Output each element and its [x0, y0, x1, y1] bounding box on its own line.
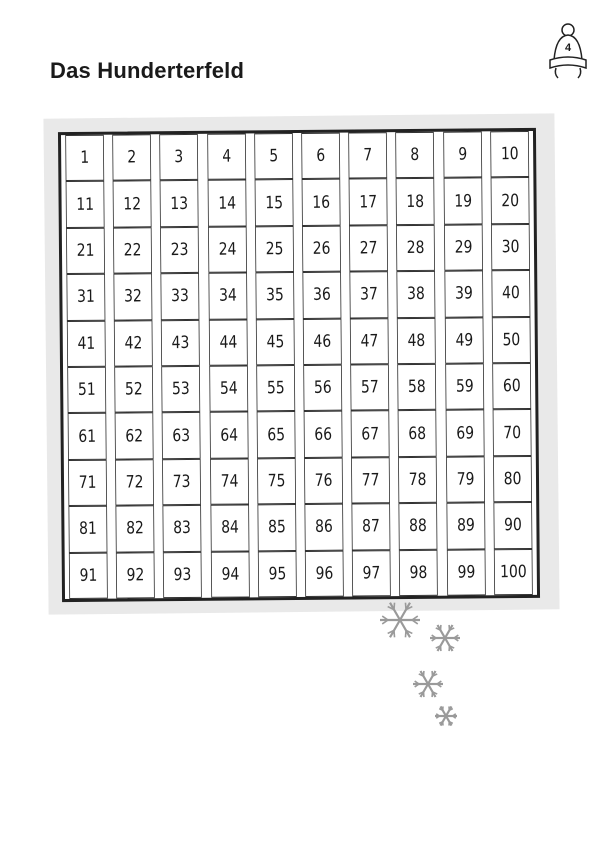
grid-cell: 35 [255, 272, 294, 319]
grid-cell: 64 [209, 412, 248, 459]
grid-cell: 1 [65, 135, 104, 182]
grid-cell: 74 [210, 458, 249, 505]
grid-cell: 41 [67, 320, 106, 367]
grid-cell: 66 [304, 411, 343, 458]
grid-cell: 81 [68, 506, 107, 553]
grid-cell: 63 [162, 412, 201, 459]
grid-cell: 83 [163, 505, 202, 552]
grid-cell: 55 [256, 365, 295, 412]
grid-cell: 51 [67, 367, 106, 414]
page-title: Das Hunderterfeld [50, 58, 245, 83]
grid-cell: 28 [396, 225, 435, 272]
grid-cell: 38 [397, 271, 436, 318]
grid-cell: 56 [303, 365, 342, 412]
grid-cell: 71 [68, 459, 107, 506]
grid-cell: 50 [492, 317, 531, 364]
snowflake-icon [380, 603, 420, 638]
page-number: 4 [564, 42, 572, 54]
grid-cell: 69 [445, 410, 484, 457]
grid-cell: 2 [112, 134, 151, 181]
snowflake-icon [435, 706, 457, 725]
grid-cell: 53 [162, 366, 201, 413]
grid-cell: 5 [254, 133, 293, 180]
grid-cell: 57 [350, 364, 389, 411]
grid-cell: 6 [301, 133, 340, 180]
grid-cell: 98 [399, 549, 438, 596]
grid-cell: 93 [163, 551, 202, 598]
grid-cell: 33 [161, 273, 200, 320]
grid-cell: 84 [210, 505, 249, 552]
grid-cell: 85 [257, 504, 296, 551]
grid-cell: 21 [66, 227, 105, 274]
grid-cell: 82 [116, 505, 155, 552]
grid-cell: 47 [350, 318, 389, 365]
grid-cell: 54 [209, 365, 248, 412]
grid-cell: 89 [446, 503, 485, 550]
grid-cell: 18 [396, 178, 435, 225]
grid-cell: 31 [66, 274, 105, 321]
grid-cell: 9 [443, 131, 482, 178]
grid-cell: 13 [160, 180, 199, 227]
grid-cell: 26 [302, 225, 341, 272]
grid-cell: 97 [352, 550, 391, 597]
grid-cell: 52 [114, 366, 153, 413]
grid-cell: 39 [444, 271, 483, 318]
grid-cell: 7 [348, 132, 387, 179]
grid-cell: 30 [491, 224, 530, 271]
grid-cell: 23 [160, 227, 199, 274]
grid-cell: 22 [113, 227, 152, 274]
grid-cell: 19 [443, 178, 482, 225]
grid-cell: 67 [351, 411, 390, 458]
grid-cell: 61 [68, 413, 107, 460]
grid-cell: 95 [258, 551, 297, 598]
grid-cell: 79 [446, 456, 485, 503]
grid-cell: 68 [398, 410, 437, 457]
grid-cell: 14 [207, 180, 246, 227]
grid-cell: 20 [490, 177, 529, 224]
grid-cell: 46 [303, 318, 342, 365]
grid-cell: 96 [305, 550, 344, 597]
grid-cell: 73 [162, 459, 201, 506]
grid-cell: 4 [207, 133, 246, 180]
grid-cell: 70 [492, 409, 531, 456]
grid-cell: 91 [69, 552, 108, 599]
grid-cell: 34 [208, 273, 247, 320]
grid-cell: 72 [115, 459, 154, 506]
grid-cell: 32 [114, 273, 153, 320]
grid-cell: 40 [491, 270, 530, 317]
grid-cell: 75 [257, 458, 296, 505]
grid-cell: 27 [349, 225, 388, 272]
grid-cell: 78 [398, 457, 437, 504]
grid-cell: 62 [115, 413, 154, 460]
grid-cell: 92 [116, 552, 155, 599]
grid-cell: 90 [493, 502, 532, 549]
grid-cell: 94 [210, 551, 249, 598]
snowflake-icon [413, 671, 443, 697]
grid-cell: 59 [445, 363, 484, 410]
grid-cell: 17 [349, 179, 388, 226]
grid-cell: 49 [444, 317, 483, 364]
grid-cell: 37 [350, 271, 389, 318]
grid-cell: 43 [161, 319, 200, 366]
grid-cell: 44 [208, 319, 247, 366]
grid-cell: 36 [302, 272, 341, 319]
grid-cell: 24 [208, 226, 247, 273]
grid-cell: 12 [113, 181, 152, 228]
grid-cell: 58 [398, 364, 437, 411]
grid-cell: 77 [351, 457, 390, 504]
grid-cell: 88 [399, 503, 438, 550]
grid-cell: 60 [492, 363, 531, 410]
grid-cell: 99 [446, 549, 485, 596]
grid-cell: 76 [304, 457, 343, 504]
grid-cell: 25 [255, 226, 294, 273]
grid-cell: 11 [66, 181, 105, 228]
grid-cell: 10 [490, 131, 529, 178]
grid-cell: 42 [114, 320, 153, 367]
grid-cell: 8 [396, 132, 435, 179]
grid-cell: 87 [352, 503, 391, 550]
grid-cell: 100 [494, 549, 533, 596]
grid-cell: 80 [493, 456, 532, 503]
grid-cell: 3 [160, 134, 199, 181]
grid-cell: 15 [254, 179, 293, 226]
grid-cell: 48 [397, 317, 436, 364]
snowflake-icon [430, 625, 460, 651]
grid-cell: 86 [304, 504, 343, 551]
grid-cell: 45 [256, 319, 295, 366]
grid-cell: 65 [256, 411, 295, 458]
grid-cell: 16 [302, 179, 341, 226]
grid-cell: 29 [444, 224, 483, 271]
